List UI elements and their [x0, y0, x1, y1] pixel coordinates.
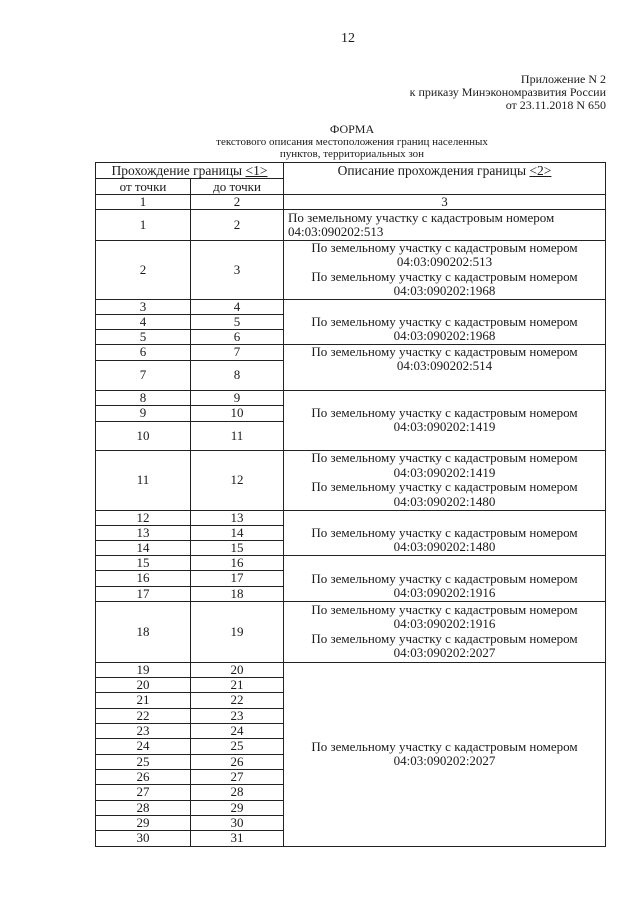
- description-cell: [284, 662, 606, 846]
- to-point-cell: 21: [191, 677, 284, 692]
- form-subtitle-line: текстового описания местоположения границ населенных: [216, 135, 488, 148]
- to-point-cell: 10: [191, 405, 284, 421]
- appendix-line: к приказу Минэкономразвития России: [409, 85, 606, 99]
- to-point-cell: 29: [191, 800, 284, 815]
- to-point-cell: 22: [191, 693, 284, 708]
- boundary-description-table: [95, 162, 606, 847]
- from-point-cell: 28: [96, 800, 191, 815]
- from-point-cell: 1: [96, 210, 191, 241]
- to-point-cell: 15: [191, 540, 284, 555]
- to-point-cell: 18: [191, 586, 284, 601]
- to-point-cell: 13: [191, 510, 284, 525]
- from-point-cell: 5: [96, 329, 191, 344]
- from-point-cell: 11: [96, 450, 191, 510]
- table-row: [96, 601, 606, 662]
- from-point-cell: 26: [96, 769, 191, 784]
- description-text: По земельному участку с кадастровым номером 04:03:090202:1480: [311, 524, 578, 555]
- to-point-cell: 9: [191, 390, 284, 405]
- table-row: [96, 344, 606, 360]
- page-number: 12: [341, 31, 355, 46]
- description-text: По земельному участку с кадастровым номером 04:03:090202:513: [288, 209, 555, 239]
- table-row: [96, 662, 606, 677]
- to-point-cell: 23: [191, 708, 284, 723]
- table-row: [96, 210, 606, 241]
- from-point-cell: 10: [96, 421, 191, 450]
- footnote-ref-1: <1>: [245, 162, 268, 178]
- to-point-cell: 19: [191, 601, 284, 662]
- to-point-cell: 26: [191, 754, 284, 769]
- to-point-cell: 11: [191, 421, 284, 450]
- description-text: По земельному участку с кадастровым номером 04:03:090202:513: [311, 240, 578, 270]
- header-boundary-label: Прохождение границы: [111, 162, 243, 178]
- table-row: [96, 299, 606, 314]
- from-point-cell: 21: [96, 693, 191, 708]
- from-point-cell: 18: [96, 601, 191, 662]
- from-point-cell: 22: [96, 708, 191, 723]
- description-text: По земельному участку с кадастровым номером 04:03:090202:1916: [311, 601, 578, 632]
- from-point-cell: 17: [96, 586, 191, 601]
- to-point-cell: 27: [191, 769, 284, 784]
- table-row: [96, 555, 606, 570]
- from-point-cell: 30: [96, 831, 191, 846]
- table-row: [96, 390, 606, 405]
- description-cell: [284, 510, 606, 555]
- to-point-cell: 30: [191, 815, 284, 830]
- to-point-cell: 5: [191, 314, 284, 329]
- to-point-cell: 3: [191, 241, 284, 300]
- to-point-cell: 20: [191, 662, 284, 677]
- description-text: По земельному участку с кадастровым номером 04:03:090202:514: [311, 344, 578, 374]
- to-point-cell: 31: [191, 831, 284, 846]
- from-point-cell: 20: [96, 677, 191, 692]
- from-point-cell: 19: [96, 662, 191, 677]
- description-cell: [284, 390, 606, 450]
- to-point-cell: 17: [191, 570, 284, 586]
- description-text: По земельному участку с кадастровым номером 04:03:090202:1419: [311, 450, 578, 480]
- description-text: По земельному участку с кадастровым номером 04:03:090202:1968: [311, 268, 578, 299]
- to-point-cell: 14: [191, 525, 284, 540]
- header-to-cell: до точки: [191, 179, 284, 195]
- column-number-row: [96, 195, 606, 210]
- column-number-cell: 2: [191, 195, 284, 210]
- from-point-cell: 15: [96, 555, 191, 570]
- to-point-cell: 4: [191, 299, 284, 314]
- description-text: По земельному участку с кадастровым номером 04:03:090202:1480: [311, 479, 578, 509]
- description-cell: [284, 555, 606, 601]
- description-cell: [284, 241, 606, 300]
- description-text: По земельному участку с кадастровым номером 04:03:090202:1419: [311, 404, 578, 435]
- footnote-ref-2: <2>: [529, 163, 552, 178]
- table-row: [96, 510, 606, 525]
- column-number-cell: 3: [284, 195, 606, 210]
- to-point-cell: 12: [191, 450, 284, 510]
- from-point-cell: 7: [96, 360, 191, 390]
- from-point-cell: 4: [96, 314, 191, 329]
- header-boundary-cell: [96, 163, 284, 179]
- from-point-cell: 23: [96, 723, 191, 738]
- from-point-cell: 8: [96, 390, 191, 405]
- header-row: [96, 163, 606, 179]
- from-point-cell: 12: [96, 510, 191, 525]
- description-cell: [284, 344, 606, 390]
- from-point-cell: 24: [96, 739, 191, 754]
- from-point-cell: 9: [96, 405, 191, 421]
- from-point-cell: 3: [96, 299, 191, 314]
- form-subtitle-line: пунктов, территориальных зон: [279, 148, 425, 160]
- description-text: По земельному участку с кадастровым номером 04:03:090202:2027: [311, 738, 578, 769]
- description-text: По земельному участку с кадастровым номером 04:03:090202:2027: [311, 630, 578, 661]
- table-header: [96, 163, 606, 210]
- from-point-cell: 25: [96, 754, 191, 769]
- table-row: [96, 241, 606, 300]
- from-point-cell: 6: [96, 344, 191, 360]
- table-row: [96, 450, 606, 510]
- from-point-cell: 29: [96, 815, 191, 830]
- header-from-cell: от точки: [96, 179, 191, 195]
- appendix-line: Приложение N 2: [520, 72, 606, 86]
- description-cell: [284, 450, 606, 510]
- table-body: [96, 210, 606, 847]
- to-point-cell: 2: [191, 210, 284, 241]
- form-heading: ФОРМА: [329, 122, 375, 136]
- to-point-cell: 7: [191, 344, 284, 360]
- to-point-cell: 8: [191, 360, 284, 390]
- from-point-cell: 13: [96, 525, 191, 540]
- form-title: [152, 123, 552, 161]
- from-point-cell: 14: [96, 540, 191, 555]
- to-point-cell: 25: [191, 739, 284, 754]
- appendix-reference: [410, 73, 606, 112]
- to-point-cell: 6: [191, 329, 284, 344]
- column-number-cell: 1: [96, 195, 191, 210]
- from-point-cell: 16: [96, 570, 191, 586]
- to-point-cell: 16: [191, 555, 284, 570]
- to-point-cell: 28: [191, 785, 284, 800]
- description-cell: [284, 601, 606, 662]
- appendix-line: от 23.11.2018 N 650: [505, 98, 606, 112]
- header-description-cell: [284, 163, 606, 195]
- description-cell: [284, 299, 606, 344]
- header-description-label: Описание прохождения границы: [337, 163, 527, 178]
- from-point-cell: 27: [96, 785, 191, 800]
- description-text: По земельному участку с кадастровым номером 04:03:090202:1916: [311, 570, 578, 601]
- to-point-cell: 24: [191, 723, 284, 738]
- from-point-cell: 2: [96, 241, 191, 300]
- description-cell: [284, 210, 606, 241]
- description-text: По земельному участку с кадастровым номером 04:03:090202:1968: [311, 313, 578, 344]
